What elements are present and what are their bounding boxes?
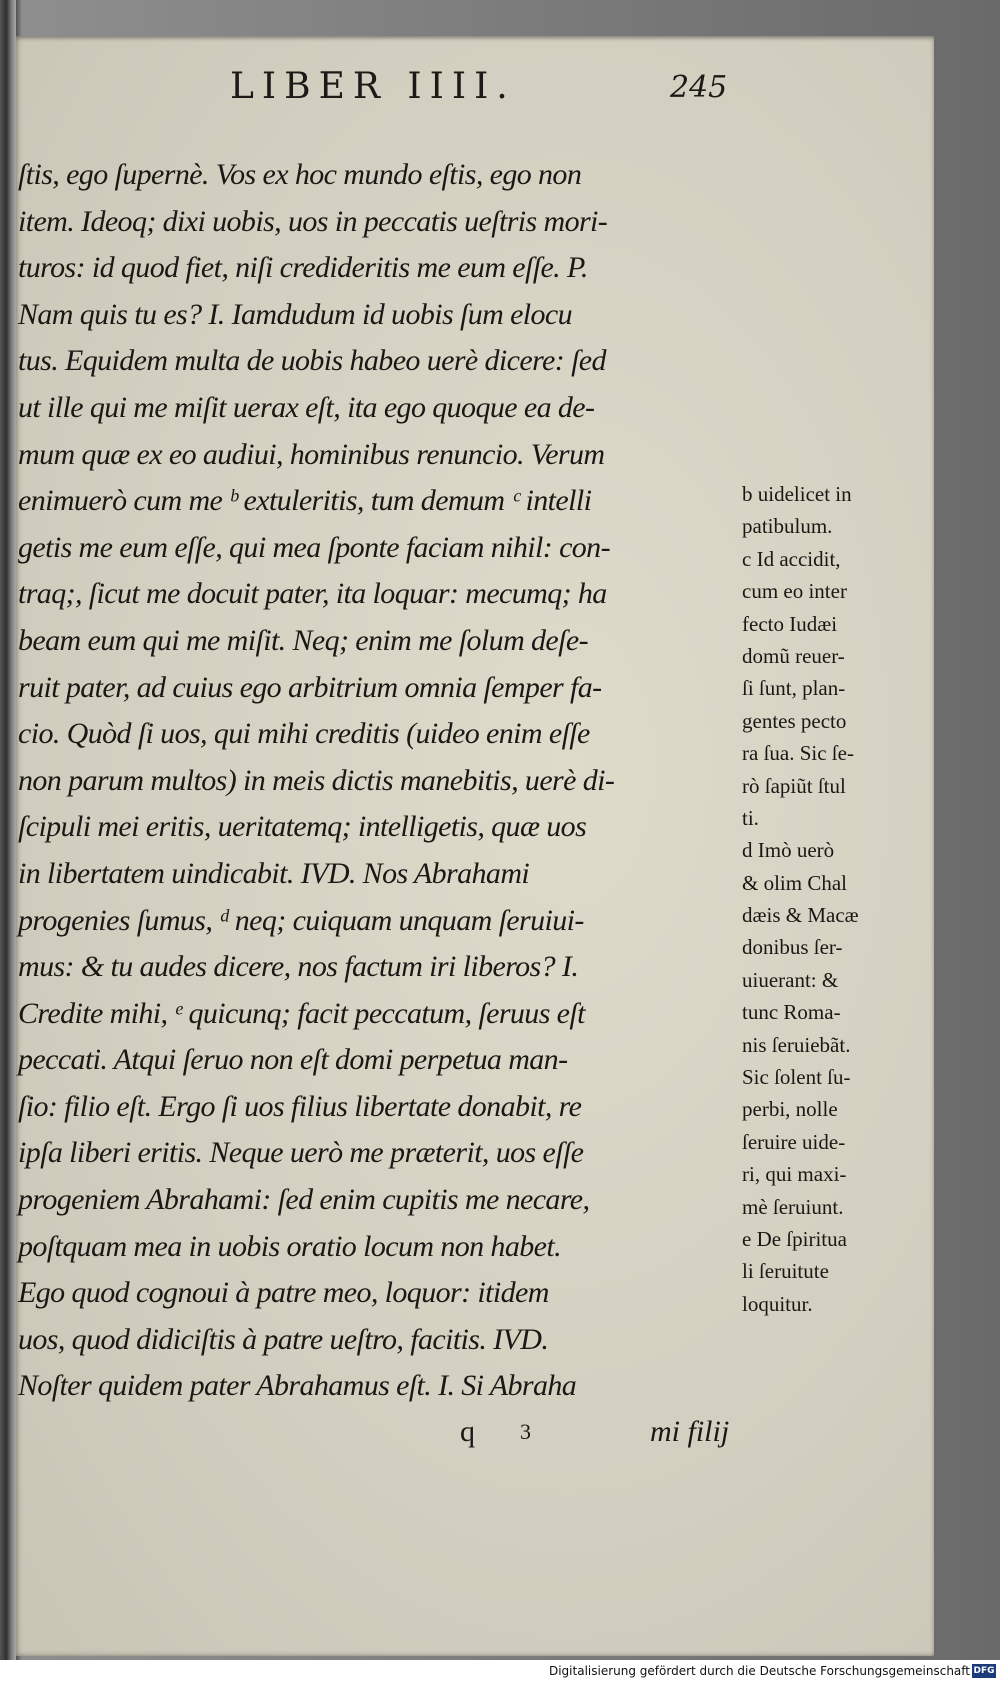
page-binding-edge (0, 0, 16, 1660)
catchword-line (460, 1415, 760, 1459)
text-line: progeniem Abrahami: ſed enim cupitis me necare, (18, 1183, 590, 1217)
margin-note-line: dæis & Macæ (742, 903, 859, 928)
text-line: beam eum qui me miſit. Neq; enim me ſolum deſe- (18, 623, 588, 657)
text-line: Credite mihi, ᵉ quicunq; facit peccatum, ſeruus eſt (18, 996, 585, 1030)
text-line: traq;, ſicut me docuit pater, ita loquar: mecumq; ha (18, 577, 607, 611)
text-line: Ego quod cognoui à patre meo, loquor: itidem (18, 1276, 549, 1310)
margin-note-line: perbi, nolle (742, 1097, 838, 1122)
text-line: turos: id quod fiet, niſi credideritis me eum eſſe. P. (18, 251, 588, 285)
margin-note-line: cum eo inter (742, 579, 847, 604)
main-text-block (18, 152, 738, 1410)
margin-note-line: ra ſua. Sic ſe- (742, 741, 854, 766)
margin-note-line: uiuerant: & (742, 967, 839, 992)
text-line: cio. Quòd ſi uos, qui mihi creditis (uideo enim eſſe (18, 717, 590, 751)
margin-note-line: fecto Iudæi (742, 611, 838, 636)
margin-note-line: mè ſeruiunt. (742, 1194, 844, 1219)
margin-note-line: domũ reuer- (742, 643, 845, 668)
text-line: getis me eum eſſe, qui mea ſponte faciam nihil: con- (18, 530, 610, 564)
text-line: ſcipuli mei eritis, ueritatemq; intelligetis, quæ uos (18, 810, 587, 844)
text-line: in libertatem uindicabit. IVD. Nos Abrahami (18, 856, 530, 890)
page-number: 245 (670, 70, 728, 105)
margin-note-line: patibulum. (742, 514, 833, 539)
margin-note-line: nis ſeruiebãt. (742, 1032, 851, 1057)
margin-note-line: b uidelicet in (742, 482, 852, 506)
dfg-logo: DFG (973, 1666, 995, 1676)
running-head (190, 66, 890, 110)
text-line: mus: & tu audes dicere, nos factum iri liberos? I. (18, 950, 579, 984)
book-title-header: LIBER IIII. (230, 66, 516, 107)
signature-number: 3 (520, 1419, 531, 1444)
margin-note-line: ti. (742, 805, 759, 830)
margin-note-line: ſeruire uide- (742, 1129, 846, 1154)
text-line: enimuerò cum me ᵇ extuleritis, tum demum ᶜ intelli (18, 484, 592, 518)
text-line: poſtquam mea in uobis oratio locum non habet. (18, 1229, 561, 1263)
signature-mark: q (460, 1415, 475, 1448)
margin-note-line: ſi ſunt, plan- (742, 676, 846, 701)
margin-note-line: donibus ſer- (742, 935, 843, 960)
text-line: ruit pater, ad cuius ego arbitrium omnia ſemper fa- (18, 670, 602, 704)
text-line: uos, quod didiciſtis à patre ueſtro, facitis. IVD. (18, 1322, 549, 1356)
margin-note-line: e De ſpiritua (742, 1226, 847, 1251)
margin-note-line: Sic ſolent ſu- (742, 1065, 851, 1090)
text-line: ipſa liberi eritis. Neque uerò me præterit, uos eſſe (18, 1136, 584, 1170)
margin-note-line: c Id accidit, (742, 546, 841, 571)
text-line: item. Ideoq; dixi uobis, uos in peccatis ueſtris mori- (18, 204, 608, 238)
margin-note-line: d Imò uerò (742, 838, 835, 863)
text-line: Noſter quidem pater Abrahamus eſt. I. Si Abraha (18, 1369, 577, 1403)
catchword: mi filij (650, 1415, 730, 1448)
text-line: ſio: filio eſt. Ergo ſi uos filius libertate donabit, re (18, 1089, 582, 1123)
digitization-footer (0, 1660, 1000, 1684)
margin-note-line: ri, qui maxi- (742, 1162, 847, 1187)
text-line: Nam quis tu es? I. Iamdudum id uobis ſum elocu (18, 297, 573, 331)
margin-note-line: gentes pecto (742, 708, 847, 733)
text-line: ſtis, ego ſupernè. Vos ex hoc mundo eſtis, ego non (18, 158, 582, 191)
text-line: progenies ſumus, ᵈ neq; cuiquam unquam ſeruiui- (18, 903, 584, 937)
margin-note-line: tunc Roma- (742, 1000, 841, 1025)
text-line: non parum multos) in meis dictis manebitis, uerè di- (18, 763, 615, 797)
footer-credit-text: Digitalisierung gefördert durch die Deutsche Forschungsgemeinschaft (548, 1664, 970, 1678)
text-line: mum quæ ex eo audiui, hominibus renuncio. Verum (18, 437, 605, 471)
margin-note-line: li ſeruitute (742, 1259, 829, 1284)
margin-note-line: loquitur. (742, 1291, 813, 1316)
marginal-notes (742, 478, 922, 1320)
text-line: ut ille qui me miſit uerax eſt, ita ego quoque ea de- (18, 390, 595, 424)
text-line: tus. Equidem multa de uobis habeo uerè dicere: ſed (18, 344, 606, 378)
margin-note-line: & olim Chal (742, 870, 847, 895)
text-line: peccati. Atqui ſeruo non eſt domi perpetua man- (18, 1043, 568, 1077)
margin-note-line: rò ſapiũt ſtul (742, 773, 846, 798)
